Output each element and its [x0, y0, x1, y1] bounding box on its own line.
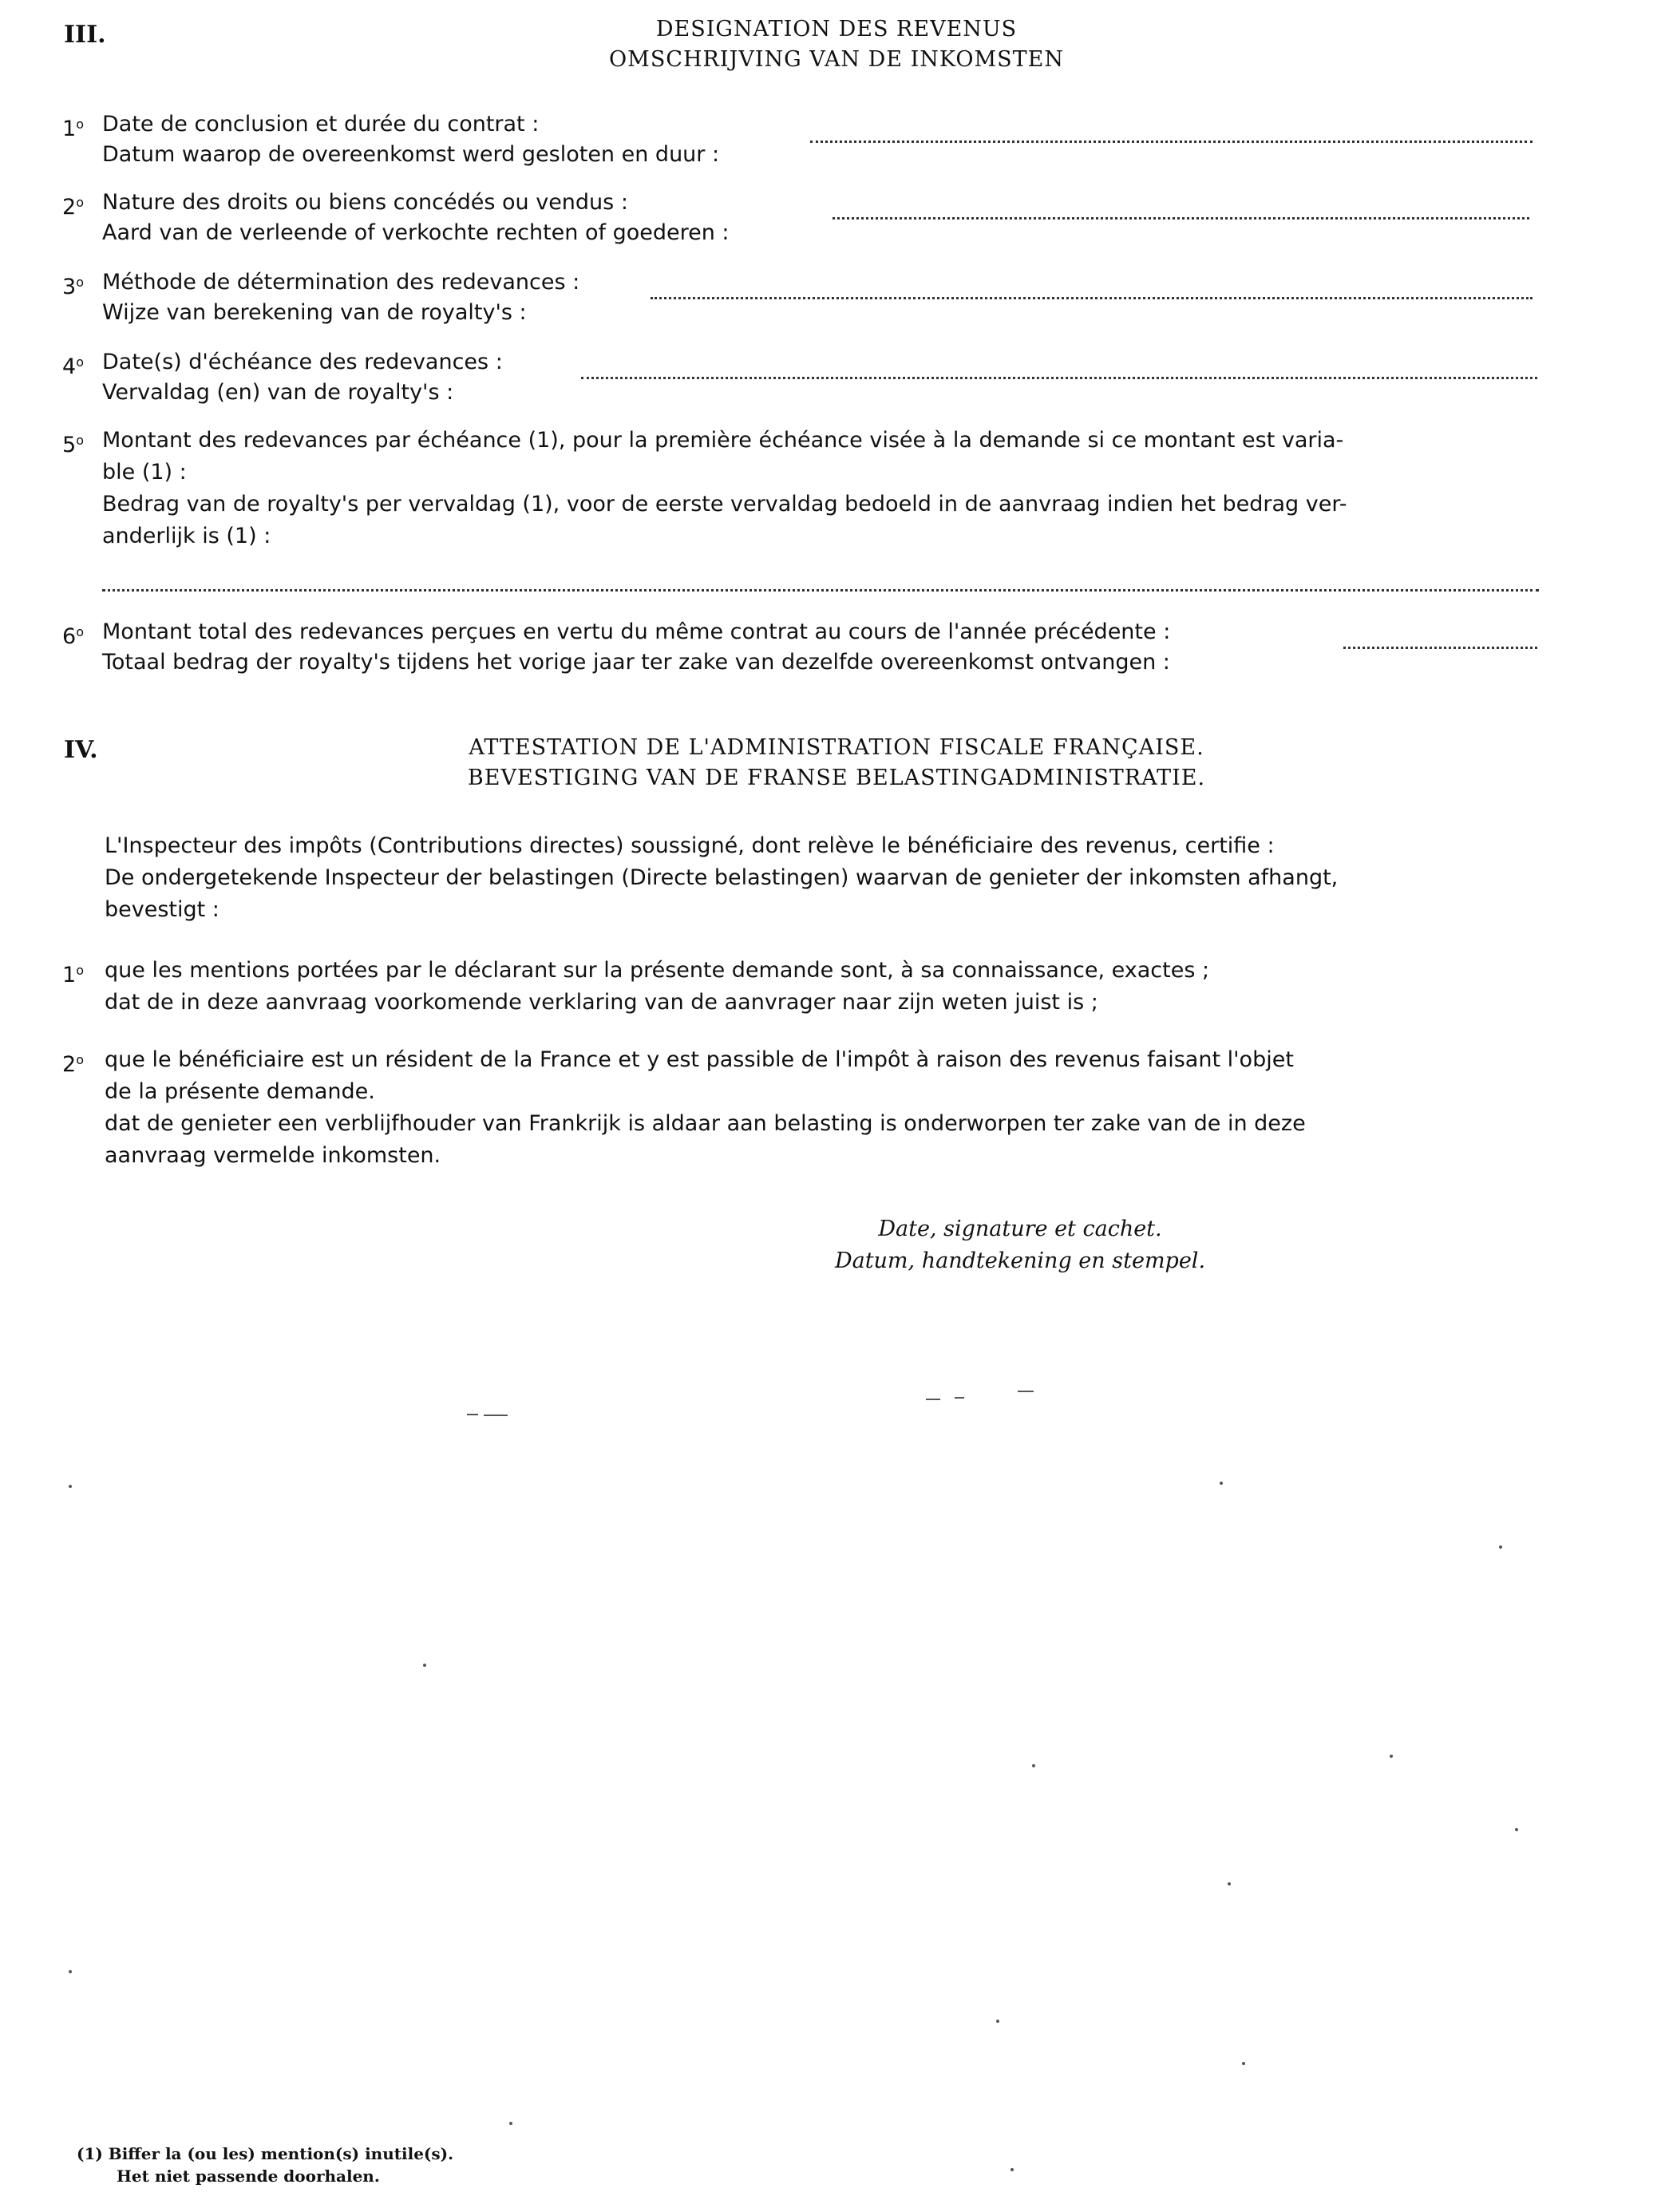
section-3-number: III. [64, 21, 106, 49]
certify-1-fr: que les mentions portées par le déclarant sur la présente demande sont, à sa connaissance, exactes ; [105, 958, 1210, 983]
item-4-label-fr: Date(s) d'échéance des redevances : [102, 350, 503, 374]
certify-2-number: 2$^o$ [62, 1052, 84, 1077]
footnote-line2: Het niet passende doorhalen. [117, 2166, 380, 2186]
section-4-intro-fr: L'Inspecteur des impôts (Contributions directes) soussigné, dont relève le bénéficiaire des revenus, certifie : [105, 833, 1275, 858]
item-2-label-nl: Aard van de verleende of verkochte rechten of goederen : [102, 220, 730, 245]
item-1-label-nl: Datum waarop de overeenkomst werd gesloten en duur : [102, 142, 720, 167]
item-1-label-fr: Date de conclusion et durée du contrat : [102, 112, 540, 137]
item-3-number: 3$^o$ [62, 275, 84, 299]
section-4-title-nl: BEVESTIGING VAN DE FRANSE BELASTINGADMINISTRATIE. [467, 766, 1206, 790]
certify-2-fr-line2: de la présente demande. [105, 1079, 375, 1104]
item-4-label-nl: Vervaldag (en) van de royalty's : [102, 380, 454, 405]
item-2-number: 2$^o$ [62, 195, 84, 220]
item-1-number: 1$^o$ [62, 117, 84, 141]
certify-2-nl-line2: aanvraag vermelde inkomsten. [105, 1143, 441, 1168]
section-4-intro-nl-line1: De ondergetekende Inspecteur der belastingen (Directe belastingen) waarvan de genieter der inkomsten afhangt, [105, 865, 1339, 890]
item-3-label-nl: Wijze van berekening van de royalty's : [102, 300, 527, 325]
item-5-label-fr-line1: Montant des redevances par échéance (1), pour la première échéance visée à la demande si ce montant est varia- [102, 428, 1344, 453]
item-3-label-fr: Méthode de détermination des redevances : [102, 270, 580, 295]
item-2-label-fr: Nature des droits ou biens concédés ou vendus : [102, 190, 628, 215]
section-4-intro-nl-line2: bevestigt : [105, 897, 220, 922]
item-5-number: 5$^o$ [62, 433, 84, 457]
item-5-label-nl-line1: Bedrag van de royalty's per vervaldag (1), voor de eerste vervaldag bedoeld in de aanvraag indien het bedrag ver- [102, 492, 1347, 516]
certify-1-number: 1$^o$ [62, 963, 84, 987]
signature-label-fr: Date, signature et cachet. [878, 1217, 1162, 1241]
footnote-line1: (1) Biffer la (ou les) mention(s) inutile(s). [77, 2144, 454, 2163]
item-6-label-nl: Totaal bedrag der royalty's tijdens het vorige jaar ter zake van dezelfde overeenkomst ontvangen : [102, 650, 1170, 675]
section-3-title-fr: DESIGNATION DES REVENUS [655, 17, 1018, 42]
section-4-number: IV. [64, 736, 98, 764]
certify-2-nl-line1: dat de genieter een verblijfhouder van Frankrijk is aldaar aan belasting is onderworpen ter zake van de in deze [105, 1111, 1306, 1136]
certify-2-fr-line1: que le bénéficiaire est un résident de la France et y est passible de l'impôt à raison des revenus faisant l'objet [105, 1047, 1294, 1072]
item-5-label-nl-line2: anderlijk is (1) : [102, 524, 271, 548]
item-6-number: 6$^o$ [62, 624, 84, 649]
item-6-label-fr: Montant total des redevances perçues en vertu du même contrat au cours de l'année précédente : [102, 619, 1171, 644]
item-5-label-fr-line2: ble (1) : [102, 460, 187, 485]
signature-label-nl: Datum, handtekening en stempel. [834, 1248, 1206, 1273]
section-3-title-nl: OMSCHRIJVING VAN DE INKOMSTEN [609, 47, 1064, 72]
certify-1-nl: dat de in deze aanvraag voorkomende verklaring van de aanvrager naar zijn weten juist is ; [105, 990, 1098, 1015]
section-4-title-fr: ATTESTATION DE L'ADMINISTRATION FISCALE FRANÇAISE. [469, 735, 1204, 760]
item-4-number: 4$^o$ [62, 354, 84, 379]
